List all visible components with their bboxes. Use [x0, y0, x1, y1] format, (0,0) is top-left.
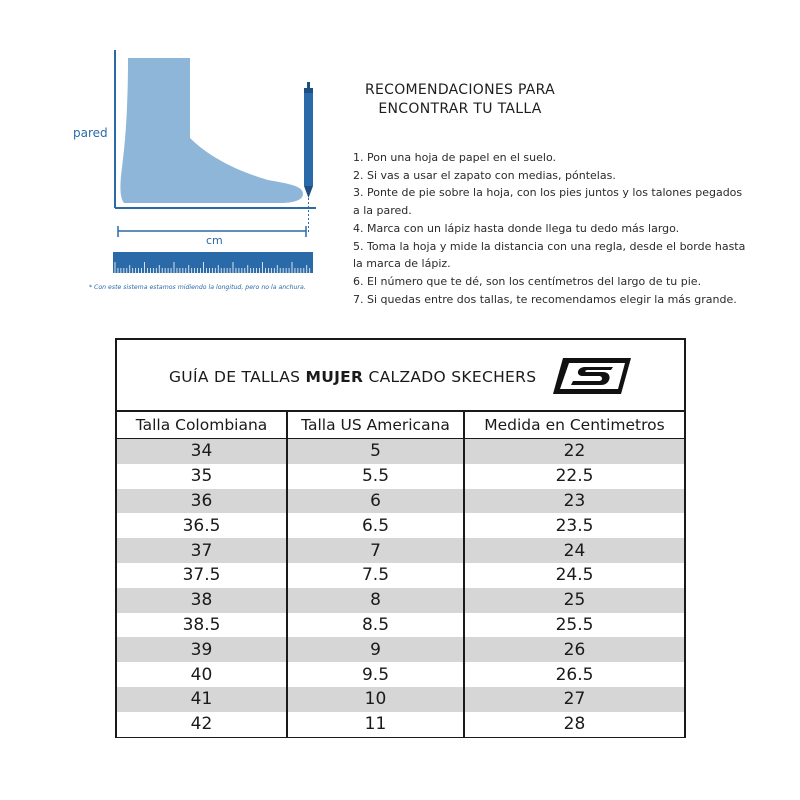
- table-row: [117, 712, 684, 737]
- col-size-cell: 37: [117, 538, 287, 563]
- table-row: [117, 613, 684, 638]
- col-size-cell: 37.5: [117, 563, 287, 588]
- foot-diagram: [0, 0, 340, 300]
- us-size-cell: 5.5: [287, 464, 464, 489]
- us-size-cell: 9: [287, 637, 464, 662]
- col-size-cell: 38: [117, 588, 287, 613]
- cm-cell: 25.5: [464, 613, 684, 638]
- size-guide-header: [117, 340, 684, 410]
- size-guide-table: [115, 338, 686, 738]
- table-row: [117, 489, 684, 514]
- measure-label: cm: [206, 234, 223, 247]
- cm-cell: 22: [464, 439, 684, 464]
- step-line: 5. Toma la hoja y mide la distancia con una regla, desde el borde hasta: [353, 239, 746, 253]
- step-line: 7. Si quedas entre dos tallas, te recomendamos elegir la más grande.: [353, 292, 737, 306]
- col-size-cell: 35: [117, 464, 287, 489]
- cm-cell: 24.5: [464, 563, 684, 588]
- column-header: Talla US Americana: [287, 411, 464, 439]
- step-line: 2. Si vas a usar el zapato con medias, póntelas.: [353, 168, 616, 182]
- table-row: [117, 538, 684, 563]
- us-size-cell: 7.5: [287, 563, 464, 588]
- us-size-cell: 8.5: [287, 613, 464, 638]
- step-line: 4. Marca con un lápiz hasta donde llega tu dedo más largo.: [353, 221, 680, 235]
- cm-cell: 26: [464, 637, 684, 662]
- cm-cell: 23: [464, 489, 684, 514]
- step-line: a la pared.: [353, 204, 412, 218]
- us-size-cell: 5: [287, 439, 464, 464]
- table-row: [117, 563, 684, 588]
- size-table: [117, 410, 684, 737]
- table-row: [117, 637, 684, 662]
- cm-cell: 25: [464, 588, 684, 613]
- foot-shape: [120, 58, 303, 203]
- ruler-icon: [113, 252, 313, 273]
- cm-cell: 26.5: [464, 662, 684, 687]
- cm-cell: 27: [464, 687, 684, 712]
- col-size-cell: 39: [117, 637, 287, 662]
- col-size-cell: 36: [117, 489, 287, 514]
- step-line: 3. Ponte de pie sobre la hoja, con los pies juntos y los talones pegados: [353, 186, 743, 200]
- us-size-cell: 9.5: [287, 662, 464, 687]
- recommendations-title: [350, 81, 570, 119]
- cm-cell: 28: [464, 712, 684, 737]
- step-line: la marca de lápiz.: [353, 257, 451, 271]
- col-size-cell: 36.5: [117, 513, 287, 538]
- table-row: [117, 439, 684, 464]
- us-size-cell: 6: [287, 489, 464, 514]
- table-row: [117, 687, 684, 712]
- col-size-cell: 34: [117, 439, 287, 464]
- step-line: 1. Pon una hoja de papel en el suelo.: [353, 151, 556, 164]
- pencil-icon: [304, 82, 313, 198]
- us-size-cell: 11: [287, 712, 464, 737]
- table-row: [117, 513, 684, 538]
- size-guide-title: [169, 368, 536, 386]
- step-line: 6. El número que te dé, son los centímetros del largo de tu pie.: [353, 274, 702, 288]
- us-size-cell: 8: [287, 588, 464, 613]
- title-bold: MUJER: [305, 368, 364, 386]
- title-prefix: GUÍA DE TALLAS: [169, 368, 306, 386]
- cm-cell: 23.5: [464, 513, 684, 538]
- us-size-cell: 10: [287, 687, 464, 712]
- col-size-cell: 41: [117, 687, 287, 712]
- table-row: [117, 662, 684, 687]
- wall-label: pared: [73, 126, 108, 140]
- table-row: [117, 464, 684, 489]
- column-header: Medida en Centimetros: [464, 411, 684, 439]
- us-size-cell: 7: [287, 538, 464, 563]
- table-row: [117, 588, 684, 613]
- col-size-cell: 42: [117, 712, 287, 737]
- column-header: Talla Colombiana: [117, 411, 287, 439]
- cm-cell: 24: [464, 538, 684, 563]
- recommendations-title-line: RECOMENDACIONES PARA: [364, 82, 556, 98]
- title-suffix: CALZADO SKECHERS: [363, 368, 537, 386]
- foot-measure-illustration: [0, 0, 340, 300]
- recommendations-title-line: ENCONTRAR TU TALLA: [378, 101, 542, 117]
- measurement-note: * Con este sistema estamos midiendo la longitud, pero no la anchura.: [89, 284, 306, 291]
- us-size-cell: 6.5: [287, 513, 464, 538]
- col-size-cell: 40: [117, 662, 287, 687]
- skechers-logo-icon: [547, 354, 637, 398]
- table-header-row: [117, 411, 684, 439]
- recommendation-steps: [353, 149, 753, 308]
- cm-cell: 22.5: [464, 464, 684, 489]
- col-size-cell: 38.5: [117, 613, 287, 638]
